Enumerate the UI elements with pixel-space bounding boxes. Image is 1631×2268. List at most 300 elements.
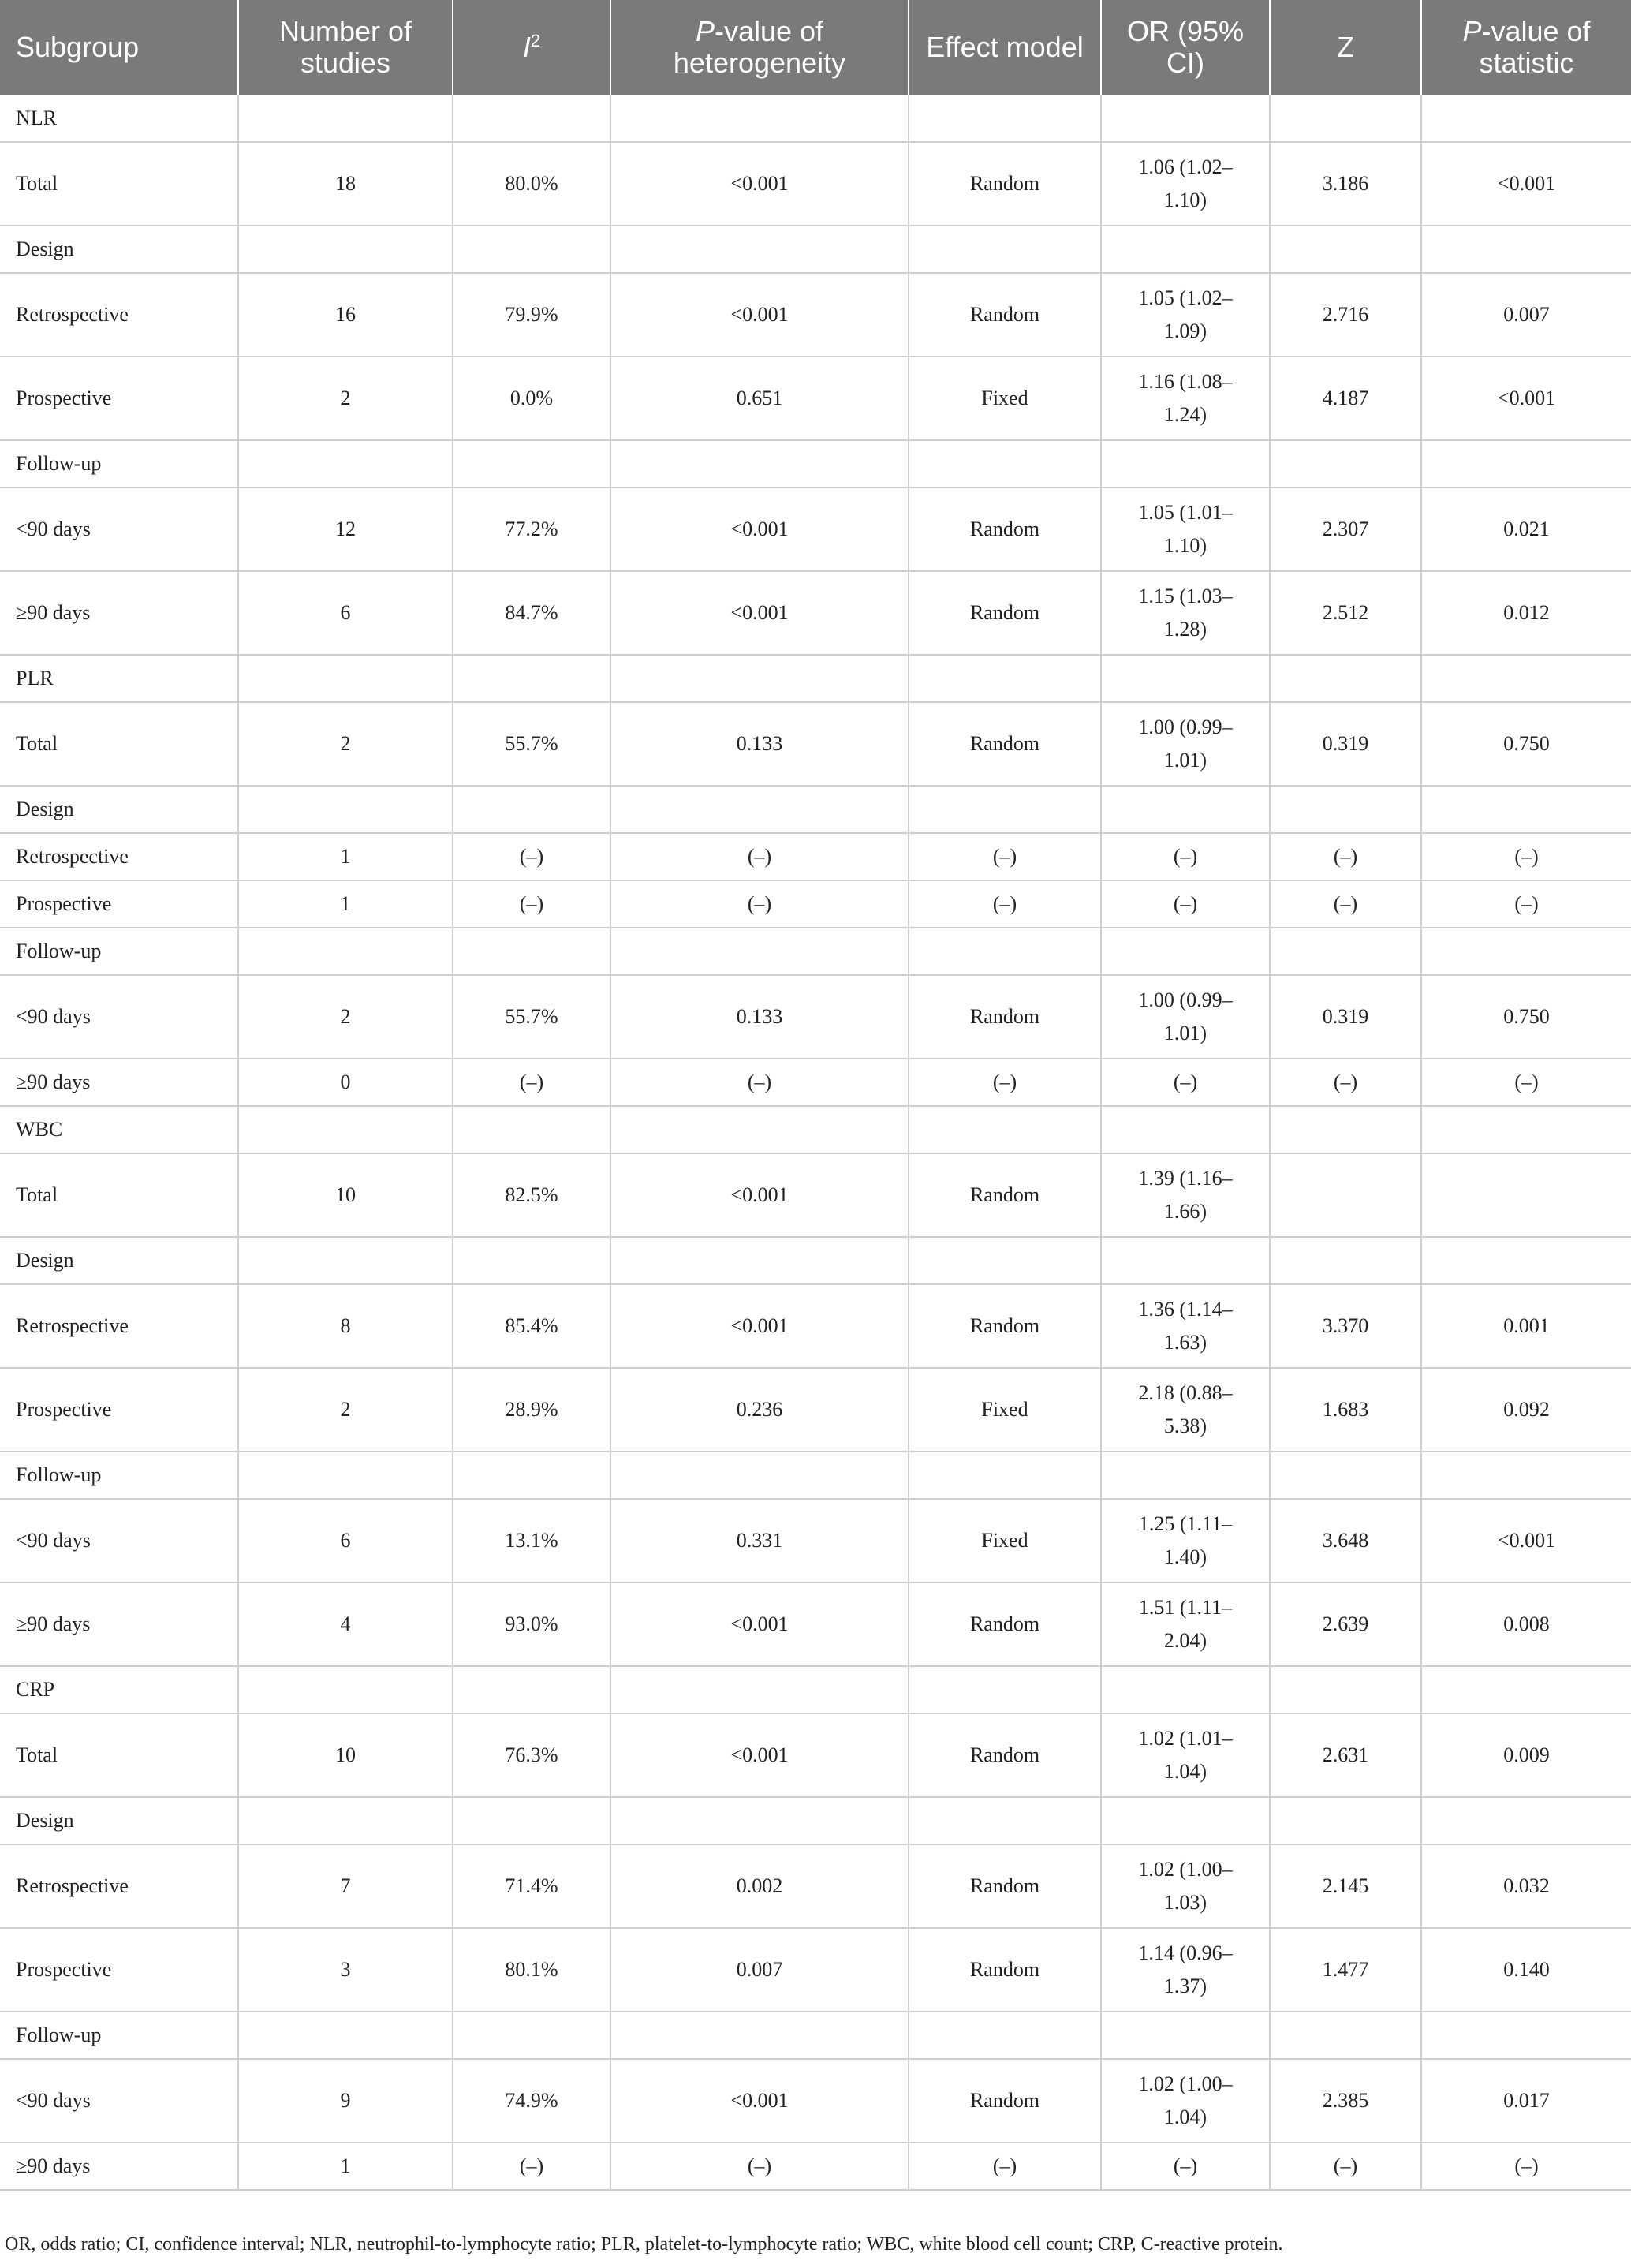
or-ci-value: (–) — [1173, 892, 1198, 915]
cell-number-of-studies: 4 — [238, 1582, 453, 1666]
cell-or-ci — [1101, 833, 1270, 880]
cell-number-of-studies: 3 — [238, 1928, 453, 2012]
or-ci-value: 1.00 (0.99–1.01) — [1138, 716, 1233, 772]
section-row — [0, 655, 1631, 702]
cell-effect-model: (–) — [909, 833, 1101, 880]
cell-or-ci — [1101, 1153, 1270, 1237]
cell-number-of-studies: 2 — [238, 357, 453, 440]
cell-p-heterogeneity: (–) — [610, 1059, 909, 1106]
header-or-ci: OR (95% CI) — [1101, 0, 1270, 95]
cell-subgroup: <90 days — [0, 2059, 238, 2143]
cell-subgroup: Prospective — [0, 880, 238, 928]
cell-subgroup: Total — [0, 1713, 238, 1797]
empty-cell — [1421, 928, 1631, 975]
table-row — [0, 357, 1631, 440]
header-z: Z — [1270, 0, 1421, 95]
empty-cell — [453, 1797, 610, 1844]
empty-cell — [1421, 226, 1631, 273]
cell-number-of-studies: 10 — [238, 1713, 453, 1797]
empty-cell — [909, 1797, 1101, 1844]
cell-subgroup: Prospective — [0, 357, 238, 440]
table-row — [0, 1368, 1631, 1452]
cell-p-statistic: <0.001 — [1421, 357, 1631, 440]
cell-effect-model: (–) — [909, 2143, 1101, 2190]
section-row — [0, 1797, 1631, 1844]
cell-or-ci — [1101, 1928, 1270, 2012]
cell-p-statistic: (–) — [1421, 833, 1631, 880]
table-body — [0, 95, 1631, 2190]
section-row — [0, 95, 1631, 142]
cell-effect-model: Random — [909, 1284, 1101, 1368]
cell-subgroup: Prospective — [0, 1928, 238, 2012]
header-p-het-rest: -value of heterogeneity — [673, 15, 846, 79]
cell-i2: 82.5% — [453, 1153, 610, 1237]
cell-z: 1.683 — [1270, 1368, 1421, 1452]
cell-z: 2.716 — [1270, 273, 1421, 357]
cell-or-ci — [1101, 702, 1270, 786]
empty-cell — [1101, 1452, 1270, 1499]
empty-cell — [610, 655, 909, 702]
cell-subgroup: Prospective — [0, 1368, 238, 1452]
empty-cell — [1101, 1237, 1270, 1284]
cell-i2: 13.1% — [453, 1499, 610, 1582]
cell-z: 0.319 — [1270, 702, 1421, 786]
table-row — [0, 880, 1631, 928]
empty-cell — [1421, 786, 1631, 833]
empty-cell — [238, 1106, 453, 1153]
table-row — [0, 488, 1631, 571]
or-ci-value: 1.14 (0.96–1.37) — [1138, 1941, 1233, 1997]
or-ci-value: 1.02 (1.00–1.04) — [1138, 2072, 1233, 2128]
empty-cell — [610, 1452, 909, 1499]
cell-effect-model: Fixed — [909, 1499, 1101, 1582]
cell-p-heterogeneity: <0.001 — [610, 1713, 909, 1797]
cell-p-heterogeneity: <0.001 — [610, 488, 909, 571]
empty-cell — [1270, 655, 1421, 702]
cell-p-heterogeneity: <0.001 — [610, 1582, 909, 1666]
section-label: Design — [0, 226, 238, 273]
cell-subgroup: Total — [0, 702, 238, 786]
cell-p-heterogeneity: (–) — [610, 833, 909, 880]
table-row — [0, 833, 1631, 880]
empty-cell — [1101, 440, 1270, 488]
empty-cell — [453, 1666, 610, 1713]
cell-p-statistic: 0.017 — [1421, 2059, 1631, 2143]
cell-i2: 77.2% — [453, 488, 610, 571]
empty-cell — [610, 2012, 909, 2059]
empty-cell — [909, 440, 1101, 488]
cell-p-heterogeneity: <0.001 — [610, 2059, 909, 2143]
cell-z: 1.477 — [1270, 1928, 1421, 2012]
cell-or-ci — [1101, 1284, 1270, 1368]
cell-subgroup: ≥90 days — [0, 1059, 238, 1106]
section-label: CRP — [0, 1666, 238, 1713]
cell-or-ci — [1101, 1844, 1270, 1928]
empty-cell — [1270, 786, 1421, 833]
cell-subgroup: Retrospective — [0, 273, 238, 357]
table-row — [0, 142, 1631, 226]
table-row — [0, 1499, 1631, 1582]
cell-p-statistic: 0.012 — [1421, 571, 1631, 655]
cell-z: 2.145 — [1270, 1844, 1421, 1928]
empty-cell — [453, 1106, 610, 1153]
header-number-of-studies: Number of studies — [238, 0, 453, 95]
cell-p-heterogeneity: <0.001 — [610, 1284, 909, 1368]
cell-effect-model: Random — [909, 273, 1101, 357]
empty-cell — [238, 786, 453, 833]
empty-cell — [1421, 1452, 1631, 1499]
cell-p-heterogeneity: 0.133 — [610, 702, 909, 786]
cell-p-statistic: (–) — [1421, 1059, 1631, 1106]
or-ci-value: 1.36 (1.14–1.63) — [1138, 1298, 1233, 1354]
empty-cell — [453, 1237, 610, 1284]
table-row — [0, 571, 1631, 655]
empty-cell — [1421, 1237, 1631, 1284]
empty-cell — [238, 226, 453, 273]
cell-number-of-studies: 2 — [238, 1368, 453, 1452]
cell-p-statistic: (–) — [1421, 880, 1631, 928]
empty-cell — [610, 1797, 909, 1844]
empty-cell — [610, 440, 909, 488]
cell-or-ci — [1101, 1582, 1270, 1666]
table-row — [0, 1713, 1631, 1797]
empty-cell — [909, 786, 1101, 833]
cell-subgroup: <90 days — [0, 488, 238, 571]
cell-effect-model: Random — [909, 702, 1101, 786]
cell-i2: (–) — [453, 833, 610, 880]
empty-cell — [610, 1237, 909, 1284]
cell-i2: 76.3% — [453, 1713, 610, 1797]
empty-cell — [1270, 1452, 1421, 1499]
empty-cell — [453, 655, 610, 702]
cell-i2: (–) — [453, 2143, 610, 2190]
or-ci-value: (–) — [1173, 2154, 1198, 2177]
cell-effect-model: Random — [909, 1844, 1101, 1928]
empty-cell — [453, 1452, 610, 1499]
empty-cell — [1101, 655, 1270, 702]
header-subgroup: Subgroup — [0, 0, 238, 95]
or-ci-value: (–) — [1173, 845, 1198, 868]
cell-effect-model: Random — [909, 488, 1101, 571]
empty-cell — [238, 2012, 453, 2059]
cell-number-of-studies: 2 — [238, 702, 453, 786]
section-row — [0, 440, 1631, 488]
header-i2-sup: 2 — [530, 31, 541, 50]
cell-i2: (–) — [453, 1059, 610, 1106]
header-effect-model: Effect model — [909, 0, 1101, 95]
cell-p-heterogeneity: 0.133 — [610, 975, 909, 1059]
empty-cell — [1270, 226, 1421, 273]
cell-z: 2.631 — [1270, 1713, 1421, 1797]
cell-p-heterogeneity: (–) — [610, 880, 909, 928]
cell-z: 2.307 — [1270, 488, 1421, 571]
or-ci-value: 1.25 (1.11–1.40) — [1138, 1512, 1233, 1568]
cell-number-of-studies: 6 — [238, 1499, 453, 1582]
empty-cell — [453, 786, 610, 833]
empty-cell — [610, 786, 909, 833]
empty-cell — [1421, 1106, 1631, 1153]
cell-i2: 93.0% — [453, 1582, 610, 1666]
cell-p-heterogeneity: <0.001 — [610, 1153, 909, 1237]
cell-subgroup: Total — [0, 142, 238, 226]
cell-or-ci — [1101, 571, 1270, 655]
cell-effect-model: Fixed — [909, 357, 1101, 440]
empty-cell — [238, 95, 453, 142]
empty-cell — [909, 928, 1101, 975]
cell-number-of-studies: 1 — [238, 833, 453, 880]
cell-p-statistic: 0.140 — [1421, 1928, 1631, 2012]
cell-effect-model: Random — [909, 142, 1101, 226]
cell-p-statistic: 0.008 — [1421, 1582, 1631, 1666]
cell-z: (–) — [1270, 833, 1421, 880]
empty-cell — [1270, 440, 1421, 488]
cell-subgroup: ≥90 days — [0, 571, 238, 655]
cell-effect-model: Fixed — [909, 1368, 1101, 1452]
section-label: Design — [0, 1797, 238, 1844]
empty-cell — [610, 226, 909, 273]
cell-effect-model: (–) — [909, 880, 1101, 928]
cell-or-ci — [1101, 880, 1270, 928]
cell-effect-model: Random — [909, 1928, 1101, 2012]
cell-effect-model: Random — [909, 1713, 1101, 1797]
or-ci-value: 1.39 (1.16–1.66) — [1138, 1167, 1233, 1223]
cell-number-of-studies: 9 — [238, 2059, 453, 2143]
section-row — [0, 2012, 1631, 2059]
empty-cell — [1421, 95, 1631, 142]
empty-cell — [453, 928, 610, 975]
cell-z: (–) — [1270, 880, 1421, 928]
table-header — [0, 0, 1631, 95]
section-label: NLR — [0, 95, 238, 142]
cell-effect-model: Random — [909, 975, 1101, 1059]
cell-p-heterogeneity: (–) — [610, 2143, 909, 2190]
header-row — [0, 0, 1631, 95]
section-label: Follow-up — [0, 2012, 238, 2059]
cell-p-heterogeneity: 0.651 — [610, 357, 909, 440]
cell-z: 2.512 — [1270, 571, 1421, 655]
empty-cell — [909, 1666, 1101, 1713]
cell-subgroup: Retrospective — [0, 1284, 238, 1368]
or-ci-value: 1.15 (1.03–1.28) — [1138, 585, 1233, 641]
cell-z: 2.385 — [1270, 2059, 1421, 2143]
table-row — [0, 1928, 1631, 2012]
empty-cell — [909, 1237, 1101, 1284]
header-i2 — [453, 0, 610, 95]
cell-p-statistic: 0.001 — [1421, 1284, 1631, 1368]
empty-cell — [1101, 95, 1270, 142]
section-row — [0, 1452, 1631, 1499]
or-ci-value: 1.51 (1.11–2.04) — [1138, 1596, 1233, 1652]
cell-p-heterogeneity: <0.001 — [610, 273, 909, 357]
section-label: Follow-up — [0, 928, 238, 975]
empty-cell — [1101, 226, 1270, 273]
cell-or-ci — [1101, 142, 1270, 226]
section-label: Follow-up — [0, 440, 238, 488]
cell-i2: 55.7% — [453, 975, 610, 1059]
empty-cell — [610, 928, 909, 975]
cell-subgroup: <90 days — [0, 1499, 238, 1582]
cell-z — [1270, 1153, 1421, 1237]
empty-cell — [453, 2012, 610, 2059]
cell-or-ci — [1101, 975, 1270, 1059]
cell-number-of-studies: 8 — [238, 1284, 453, 1368]
cell-p-heterogeneity: 0.331 — [610, 1499, 909, 1582]
empty-cell — [1270, 1666, 1421, 1713]
section-label: Follow-up — [0, 1452, 238, 1499]
empty-cell — [1270, 1797, 1421, 1844]
table-row — [0, 1844, 1631, 1928]
cell-i2: 0.0% — [453, 357, 610, 440]
cell-z: 3.370 — [1270, 1284, 1421, 1368]
empty-cell — [238, 1666, 453, 1713]
table-row — [0, 975, 1631, 1059]
cell-effect-model: Random — [909, 2059, 1101, 2143]
cell-i2: (–) — [453, 880, 610, 928]
empty-cell — [1421, 2012, 1631, 2059]
header-p-stat-rest: -value of statistic — [1479, 15, 1591, 79]
cell-or-ci — [1101, 273, 1270, 357]
header-p-heterogeneity — [610, 0, 909, 95]
section-row — [0, 1237, 1631, 1284]
cell-number-of-studies: 2 — [238, 975, 453, 1059]
cell-subgroup: ≥90 days — [0, 2143, 238, 2190]
cell-i2: 71.4% — [453, 1844, 610, 1928]
empty-cell — [1101, 928, 1270, 975]
empty-cell — [1421, 1797, 1631, 1844]
table-row — [0, 2059, 1631, 2143]
table-row — [0, 1059, 1631, 1106]
empty-cell — [1101, 2012, 1270, 2059]
or-ci-value: 1.02 (1.01–1.04) — [1138, 1727, 1233, 1783]
section-label: PLR — [0, 655, 238, 702]
cell-subgroup: Total — [0, 1153, 238, 1237]
empty-cell — [238, 928, 453, 975]
cell-i2: 85.4% — [453, 1284, 610, 1368]
cell-p-statistic: 0.007 — [1421, 273, 1631, 357]
cell-p-statistic: 0.021 — [1421, 488, 1631, 571]
table-row — [0, 702, 1631, 786]
cell-p-heterogeneity: 0.002 — [610, 1844, 909, 1928]
table-row — [0, 1153, 1631, 1237]
empty-cell — [1101, 786, 1270, 833]
cell-i2: 80.0% — [453, 142, 610, 226]
cell-or-ci — [1101, 488, 1270, 571]
cell-number-of-studies: 16 — [238, 273, 453, 357]
cell-number-of-studies: 0 — [238, 1059, 453, 1106]
or-ci-value: 1.16 (1.08–1.24) — [1138, 370, 1233, 426]
table-row — [0, 1284, 1631, 1368]
cell-z: 3.648 — [1270, 1499, 1421, 1582]
section-row — [0, 1666, 1631, 1713]
cell-or-ci — [1101, 2143, 1270, 2190]
or-ci-value: 1.05 (1.02–1.09) — [1138, 286, 1233, 342]
empty-cell — [909, 1106, 1101, 1153]
table-row — [0, 273, 1631, 357]
empty-cell — [909, 226, 1101, 273]
empty-cell — [453, 95, 610, 142]
header-p-stat-italic: P — [1462, 15, 1482, 47]
cell-or-ci — [1101, 357, 1270, 440]
or-ci-value: 1.00 (0.99–1.01) — [1138, 988, 1233, 1044]
cell-z: 0.319 — [1270, 975, 1421, 1059]
cell-effect-model: Random — [909, 1582, 1101, 1666]
cell-i2: 80.1% — [453, 1928, 610, 2012]
empty-cell — [610, 95, 909, 142]
empty-cell — [1101, 1106, 1270, 1153]
or-ci-value: (–) — [1173, 1070, 1198, 1093]
cell-or-ci — [1101, 1368, 1270, 1452]
empty-cell — [1270, 1106, 1421, 1153]
empty-cell — [1270, 1237, 1421, 1284]
empty-cell — [1421, 1666, 1631, 1713]
empty-cell — [238, 1452, 453, 1499]
empty-cell — [1421, 655, 1631, 702]
cell-number-of-studies: 7 — [238, 1844, 453, 1928]
cell-effect-model: Random — [909, 1153, 1101, 1237]
cell-p-statistic: (–) — [1421, 2143, 1631, 2190]
cell-p-statistic: 0.009 — [1421, 1713, 1631, 1797]
empty-cell — [238, 440, 453, 488]
section-row — [0, 928, 1631, 975]
cell-number-of-studies: 1 — [238, 2143, 453, 2190]
table-footnote: OR, odds ratio; CI, confidence interval; NLR, neutrophil-to-lymphocyte ratio; PLR, platelet-to-lymphocyte ratio; WBC, white blood cell count; CRP, C-reactive protein. — [5, 2234, 1283, 2255]
cell-number-of-studies: 10 — [238, 1153, 453, 1237]
cell-i2: 74.9% — [453, 2059, 610, 2143]
empty-cell — [238, 1237, 453, 1284]
cell-effect-model: (–) — [909, 1059, 1101, 1106]
header-p-statistic — [1421, 0, 1631, 95]
empty-cell — [1270, 95, 1421, 142]
cell-p-heterogeneity: 0.007 — [610, 1928, 909, 2012]
cell-i2: 55.7% — [453, 702, 610, 786]
cell-i2: 79.9% — [453, 273, 610, 357]
cell-p-heterogeneity: <0.001 — [610, 142, 909, 226]
empty-cell — [453, 226, 610, 273]
cell-i2: 28.9% — [453, 1368, 610, 1452]
cell-p-statistic: 0.092 — [1421, 1368, 1631, 1452]
empty-cell — [238, 1797, 453, 1844]
empty-cell — [909, 95, 1101, 142]
cell-p-heterogeneity: <0.001 — [610, 571, 909, 655]
cell-p-statistic: <0.001 — [1421, 142, 1631, 226]
empty-cell — [453, 440, 610, 488]
header-i2-base: I — [522, 31, 531, 63]
header-p-het-italic: P — [695, 15, 715, 47]
empty-cell — [1101, 1666, 1270, 1713]
cell-p-heterogeneity: 0.236 — [610, 1368, 909, 1452]
cell-or-ci — [1101, 1713, 1270, 1797]
cell-number-of-studies: 1 — [238, 880, 453, 928]
or-ci-value: 1.06 (1.02–1.10) — [1138, 155, 1233, 211]
empty-cell — [909, 655, 1101, 702]
section-label: WBC — [0, 1106, 238, 1153]
empty-cell — [1270, 928, 1421, 975]
cell-subgroup: Retrospective — [0, 833, 238, 880]
cell-p-statistic: 0.750 — [1421, 702, 1631, 786]
cell-z: 4.187 — [1270, 357, 1421, 440]
empty-cell — [909, 1452, 1101, 1499]
table-row — [0, 2143, 1631, 2190]
section-label: Design — [0, 1237, 238, 1284]
cell-or-ci — [1101, 2059, 1270, 2143]
table-row — [0, 1582, 1631, 1666]
section-row — [0, 786, 1631, 833]
or-ci-value: 1.05 (1.01–1.10) — [1138, 501, 1233, 557]
cell-i2: 84.7% — [453, 571, 610, 655]
empty-cell — [610, 1106, 909, 1153]
cell-subgroup: Retrospective — [0, 1844, 238, 1928]
cell-subgroup: <90 days — [0, 975, 238, 1059]
